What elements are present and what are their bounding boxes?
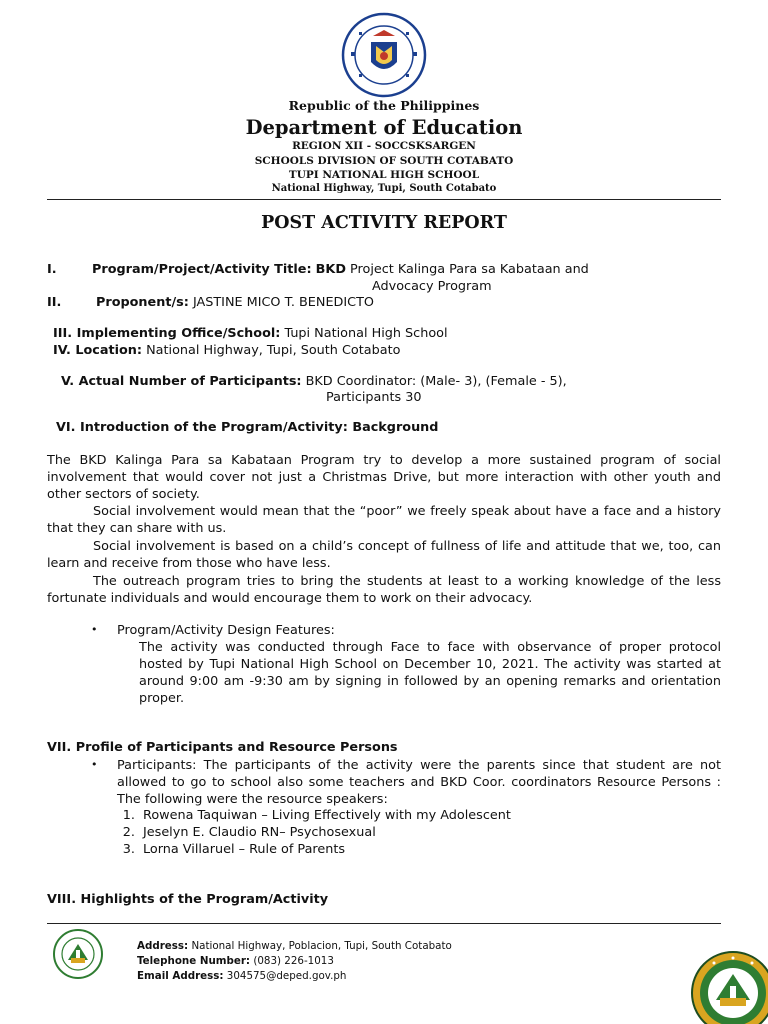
email-value: 304575@deped.gov.ph xyxy=(226,970,347,982)
section-2-row xyxy=(96,294,696,311)
school-address: National Highway, Tupi, South Cotabato xyxy=(271,183,497,194)
section-5-value-line2: Participants 30 xyxy=(326,390,422,405)
speaker-item-1: 1. Rowena Taquiwan – Living Effectively with my Adolescent xyxy=(139,807,617,824)
section-2-value: JASTINE MICO T. BENEDICTO xyxy=(192,295,374,310)
section-1-value: Project Kalinga Para sa Kabataan and xyxy=(350,262,589,277)
address-label: Address: xyxy=(137,940,189,952)
background-paragraph-2: Social involvement would mean that the “poor” we freely speak about have a face and a history that they can share with us. xyxy=(47,504,721,536)
department-name: Department of Education xyxy=(245,116,523,139)
republic-line: Republic of the Philippines xyxy=(288,98,480,113)
deped-seal-logo xyxy=(341,12,427,98)
background-paragraph-3: Social involvement is based on a child’s concept of fullness of life and attitude that we, too, can learn and receive from those who have less. xyxy=(47,539,721,571)
background-paragraph-1: The BKD Kalinga Para sa Kabataan Program try to develop a more sustained program of social involvement that would cover not just a Christmas Drive, but more interaction with other youth and other sectors of society. xyxy=(47,453,721,502)
section-7-heading: VII. Profile of Participants and Resource Persons xyxy=(47,740,398,755)
profile-bullet: • xyxy=(91,758,98,771)
speaker-item-2: 2. Jeselyn E. Claudio RN– Psychosexual xyxy=(139,824,617,841)
division-line: SCHOOLS DIVISION OF SOUTH COTABATO xyxy=(254,155,514,167)
speaker-item-3: 3. Lorna Villaruel – Rule of Parents xyxy=(139,841,617,858)
section-5-row xyxy=(61,373,711,390)
design-features-label: Program/Activity Design Features: xyxy=(117,623,335,638)
section-3-row xyxy=(53,325,703,342)
design-bullet: • xyxy=(91,623,98,636)
section-1-number: I. xyxy=(47,262,57,277)
section-2-label: Proponent/s: xyxy=(96,295,189,310)
section-4-row xyxy=(53,342,703,359)
school-line: TUPI NATIONAL HIGH SCHOOL xyxy=(288,169,480,181)
section-3-label: III. Implementing Office/School: xyxy=(53,326,281,341)
telephone-label: Telephone Number: xyxy=(137,955,251,967)
design-features-text: The activity was conducted through Face to face with observance of proper protocol hosted by Tupi National High School on December 10, 2021. The activity was started at around 9:00 am -9:30 am by signing in followed by an opening remarks and orientation proper. xyxy=(139,640,721,706)
report-title: POST ACTIVITY REPORT xyxy=(261,213,507,233)
section-8-heading: VIII. Highlights of the Program/Activity xyxy=(47,892,329,907)
section-5-value: BKD Coordinator: (Male- 3), (Female - 5), xyxy=(305,374,567,389)
section-1-label: Program/Project/Activity Title: xyxy=(92,262,312,277)
tupi-nhs-seal-large xyxy=(690,950,768,1024)
section-6-heading: VI. Introduction of the Program/Activity: Background xyxy=(56,420,439,435)
participants-text: Participants: The participants of the activity were the parents since that student are not allowed to go to school also some teachers and BKD Coor. coordinators Resource Persons : The following were the resource speakers: xyxy=(117,758,721,807)
header-divider xyxy=(47,199,721,200)
section-2-number: II. xyxy=(47,295,62,310)
tupi-nhs-seal-small xyxy=(52,928,104,980)
section-3-value: Tupi National High School xyxy=(284,326,448,341)
email-label: Email Address: xyxy=(137,970,224,982)
footer-telephone xyxy=(137,954,334,968)
footer-address xyxy=(137,939,452,953)
section-4-value: National Highway, Tupi, South Cotabato xyxy=(146,343,401,358)
footer-email xyxy=(137,969,346,983)
address-value: National Highway, Poblacion, Tupi, South Cotabato xyxy=(191,940,452,952)
background-paragraph-4: The outreach program tries to bring the students at least to a working knowledge of the less fortunate individuals and would encourage them to work on their advocacy. xyxy=(47,574,721,606)
section-1-row xyxy=(92,261,692,278)
section-4-label: IV. Location: xyxy=(53,343,143,358)
section-5-label: V. Actual Number of Participants: xyxy=(61,374,302,389)
region-line: REGION XII - SOCCSKSARGEN xyxy=(292,140,476,152)
section-1-value-line2: Advocacy Program xyxy=(372,279,492,294)
footer-divider xyxy=(47,923,721,924)
telephone-value: (083) 226-1013 xyxy=(253,955,334,967)
resource-speakers-list xyxy=(117,807,617,858)
section-1-bold: BKD xyxy=(315,262,346,277)
